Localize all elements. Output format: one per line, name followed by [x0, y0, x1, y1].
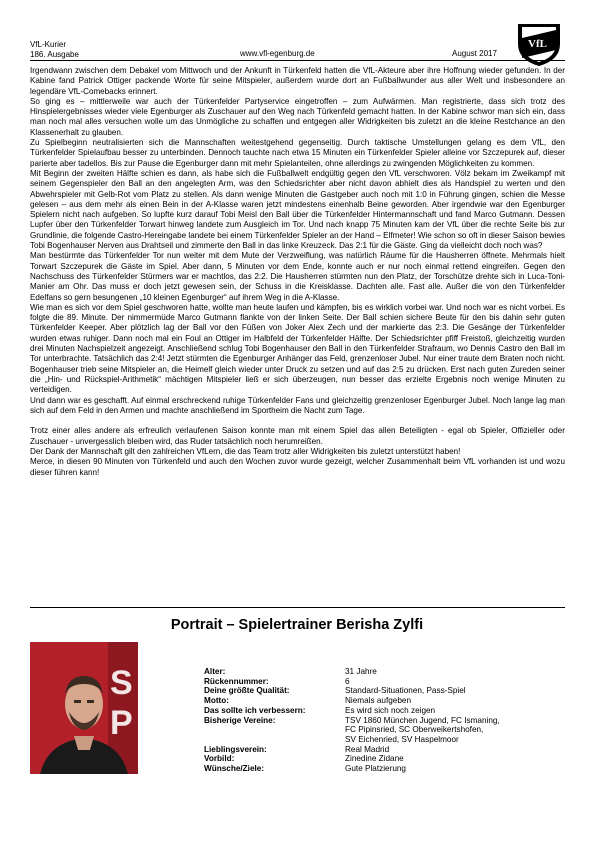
issue-number: 186. Ausgabe [30, 49, 79, 59]
profile-value: Real Madrid [345, 744, 390, 754]
profile-row [204, 686, 545, 696]
profile-label: Wünsche/Ziele: [204, 764, 265, 774]
website-link[interactable]: www.vfl-egenburg.de [240, 49, 315, 58]
profile-label: Lieblingsverein: [204, 744, 267, 754]
profile-label: Deine größte Qualität: [204, 686, 290, 696]
section-divider [30, 607, 565, 608]
profile-value: Gute Platzierung [345, 764, 406, 774]
portrait-title: Portrait – Spielertrainer Berisha Zylfi [170, 617, 424, 633]
profile-value: Es wird sich noch zeigen [345, 705, 436, 715]
profile-row [204, 735, 545, 745]
profile-row [204, 745, 545, 755]
profile-value: FC Pipinsried, SC Oberweikertshofen, [345, 725, 484, 735]
profile-label [204, 725, 345, 735]
profile-row [204, 725, 545, 735]
profile-value: TSV 1860 München Jugend, FC Ismaning, [345, 715, 500, 725]
player-profile [204, 667, 545, 774]
report-paragraph: Mit Beginn der zweiten Hälfte schien es dann, als habe sich die Fußballwelt endgültig gegen den VfL verschworen. Völz bekam im Zweikampf mit seinem Gegenspieler den Ball an den angelegten Arm, was den Schiedsrichter aber nicht davon abhielt dies als Handspiel zu werten und den Abwehrspieler mit Gelb-Rot vom Platz zu stellen. Als dann wenige Minuten die Gastgeber auch noch mit 1:0 in Führung gingen, schien die Messe gelesen – aus dem mehr als einen Bein in der A-Klasse waren jetzt mindestens einenhalb Beine geworden. Aber irgendwie war den Egenburger Spielern nicht nach aufgeben. So lupfte kurz darauf Tobi Meisl den Ball über die Türkenfelder Hintermannschaft und fand Marco Gutmann. Dessen Lupfer über den Türkenfelder Torwart hinweg landete zum Ausgleich im Tor. Und nach knapp 75 Minuten kam der VfL über die rechte Seite bis zur Grundlinie, die folgende Castro-Hereingabe landete bei einem Türkenfelder Spieler an der Hand – Elfmeter! Wie schon so oft in dieser Saison bewies Tobi Bogenhauser Nerven aus Drahtseil und zimmerte den Ball in das linke Kreuzeck. Das 2:1 für die Gäste. Ging da vielleicht doch noch was? [30, 168, 565, 251]
profile-value: Niemals aufgeben [345, 696, 411, 706]
svg-text:P: P [110, 704, 133, 742]
closing-paragraph: Trotz einer alles andere als erfreulich verlaufenen Saison konnte man mit einem Spiel das allen Beteiligten - egal ob Spieler, Offizieller oder Zuschauer - unvergesslich bleiben wird, das Ruder tatsächlich noch herumreißen. [30, 426, 565, 446]
match-report [30, 66, 565, 478]
closing-paragraph: Merce, in diesen 90 Minuten von Türkenfeld und auch den Wochen zuvor wurde gezeigt, welcher Zusammenhalt beim VfL vorhanden ist und wozu dieser führen kann! [30, 457, 565, 477]
publication-name: VfL-Kurier [30, 40, 67, 49]
profile-row [204, 696, 545, 706]
profile-value: Zinedine Zidane [345, 754, 404, 764]
profile-row [204, 716, 545, 726]
profile-row [204, 754, 545, 764]
report-paragraph: Wie man es sich vor dem Spiel geschworen hatte, wollte man heute laufen und kämpfen, bis es wirklich vorbei war. Und noch war es nicht vorbei. Es folgte die 89. Minute. Der nimmermüde Marco Gutmann flankte von der linken Seite. Der Ball schien sichere Beute für den bis dahin sehr guten Türkenfelder Keeper. Aber plötzlich lag der Ball vor den Füßen von Joker Alex Zech und der markierte das 2:3. Die Gesänge der Türkenfelder wurden etwas ruhiger. Dann noch mal ein Foul an Ottiger im Halbfeld der Türkenfelder Hälfte. Der Schiedsrichter pfiff Freistoß, gleichzeitig wurden drei Minuten Nachspielzeit angezeigt. Anschließend schlug Tobi Bogenhauser den Ball in den Türkenfelder Strafraum, wo Dennis Castro den Ball im Tor unterbrachte. Tatsächlich das 2:4! Jetzt stürmten die Egenburger Anhänger das Feld, grenzenloser Jubel. Nur einer traute dem Braten noch nicht. Bogenhauser trieb seine Mitspieler an, die Heimelf gleich wieder unter Druck zu setzen und auf das 2:5 zu drücken. Erst nach guten Zureden seiner die „Hin- und Rückspiel-Arithmetik“ mächtigen Mitspieler ließ er sich überzeugen, nun besser das erzielte Ergebnis noch wenige Minuten zu verteidigen. [30, 302, 565, 395]
masthead [30, 40, 79, 59]
report-paragraph: Zu Spielbeginn neutralisierten sich die Mannschaften weitestgehend gegenseitig. Durch taktische Umstellungen gelang es dem VfL, den Türkenfelder Spielaufbau besser zu unterbinden. Dennoch tauchte nach etwa 15 Minuten ein Türkenfelder Spieler alleine vor Szczepurek auf, dieser parierte aber tadellos. Bis zur Pause die Egenburger dann mit mehr Spielanteilen, ohne allerdings zu zwingenden Möglichkeiten zu kommen. [30, 138, 565, 168]
profile-label: Motto: [204, 696, 230, 706]
report-paragraph: So ging es – mittlerweile war auch der Türkenfelder Partyservice eingetroffen – zum Aufwärmen. Man registrierte, dass sich trotz des Hinspielergebnisses wieder viele Egenburger als Zuschauer auf den Weg nach Türkenfeld gemacht hatten. In der Kabine schwor man sich ein, dass man noch mal alles versuchen wolle um das Unmögliche zu schaffen und entgegen aller Widrigkeiten bis zuletzt an die kleine Restchance an den Klassenerhalt zu glauben. [30, 96, 565, 137]
profile-label: Rückennummer: [204, 676, 269, 686]
profile-label: Das sollte ich verbessern: [204, 705, 306, 715]
profile-row [204, 764, 545, 774]
profile-label: Vorbild: [204, 754, 235, 764]
player-photo [30, 642, 138, 774]
profile-row [204, 706, 545, 716]
profile-row [204, 667, 545, 677]
profile-value: Standard-Situationen, Pass-Spiel [345, 686, 466, 696]
profile-value: 6 [345, 676, 350, 686]
issue-date: August 2017 [452, 49, 497, 58]
svg-text:VfL: VfL [528, 38, 547, 50]
profile-label: Bisherige Vereine: [204, 715, 276, 725]
profile-value: 31 Jahre [345, 667, 377, 676]
profile-label [204, 735, 345, 745]
report-paragraph: Irgendwann zwischen dem Debakel vom Mittwoch und der Ankunft in Türkenfeld hatten die VfL-Akteure aber ihre Hoffnung wieder gefunden. In der Kabine fand Patrick Ottiger packende Worte für seine Mitspieler, außerdem wurde dort an Fußballwunder aus aller Welt und insbesondere an legendäre VfL-Comebacks erinnert. [30, 66, 565, 96]
header-divider [30, 60, 565, 61]
svg-text:S: S [110, 664, 133, 702]
report-paragraph: Und dann war es geschafft. Auf einmal erschreckend ruhige Türkenfelder Fans und gleichzeitig grenzenloser Egenburger Jubel. Noch lange lag man sich auf dem Feld in den Armen und machte anschließend im Sportheim die Nacht zum Tage. [30, 395, 565, 415]
report-paragraph: Man bestürmte das Türkenfelder Tor nun weiter mit dem Mute der Verzweiflung, was natürlich Räume für die Hausherren öffnete. Mehrmals hielt Torwart Szczepurek die Gäste im Spiel. Aber dann, 5 Minuten vor dem Ende, konnte auch er nur noch einmal rettend eingreifen. Gegen den Nachschuss des Türkenfelder Stürmers war er machtlos, das 2:2. Die Hausherren stürmten nun den Platz, der Torschütze drehte sich in Luca-Toni-Manier am Ohr. Das muss er doch jetzt gewesen sein, der Schuss in die Kreisklasse. Dachten alle. Fast alle. Außer die von den Türkenfelder Edelfans so gern besungenen „10 kleinen Egenburger“ auf ihrem Weg in die A-Klasse. [30, 251, 565, 302]
profile-row [204, 677, 545, 687]
closing-paragraph: Der Dank der Mannschaft gilt den zahlreichen VfLern, die das Team trotz aller Widrigkeiten bis zuletzt unterstützt haben! [30, 446, 461, 456]
profile-label: Alter: [204, 667, 226, 676]
profile-value: SV Eichenried, SV Haspelmoor [345, 734, 459, 744]
